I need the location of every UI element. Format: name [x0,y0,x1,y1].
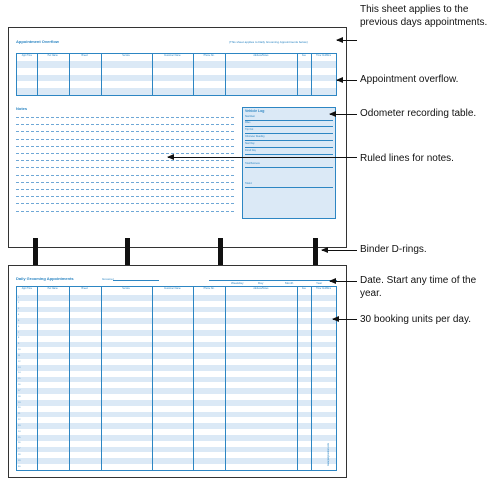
overflow-note: (This sheet applies to Daily Grooming Appointments below) [229,40,308,44]
vehicle-log-label: Miles [245,122,251,124]
column-header: Appt Time [21,288,33,290]
vehicle-log-line [245,147,333,148]
column-header: Appt Time [21,55,33,57]
date-day: Day [258,281,264,285]
annotation-units: 30 booking units per day. [360,314,472,325]
row-number: 23 [18,424,21,427]
table-row [17,88,336,95]
row-number: 5 [18,319,20,322]
ruled-line [16,167,234,168]
groomer-label: Groomer [102,277,114,281]
row-number: 21 [18,413,21,416]
column-divider [37,287,38,470]
row-number: 26 [18,442,21,445]
arrow-binder [322,250,357,251]
row-number: 8 [18,337,20,340]
ruled-line [16,117,234,118]
column-divider [225,54,226,95]
ruled-line [16,189,234,190]
column-header: Time Out/Mins [316,55,331,57]
row-number: 18 [18,395,21,398]
row-number: 7 [18,331,20,334]
vehicle-log-title: Vehicle Log [245,109,265,113]
table-row [17,81,336,88]
column-divider [297,54,298,95]
vehicle-log-line [245,140,333,141]
table-row [17,75,336,82]
column-header: Customer Name [163,55,181,57]
binder-ring-1 [33,238,38,265]
annotation-applies: This sheet applies to the previous days appointments. [360,4,488,28]
vehicle-log-line [245,133,333,134]
row-number: 1 [18,296,20,299]
table-row [17,464,336,470]
vehicle-log-label: Total Business [245,163,260,165]
binder-ring-3 [218,238,223,265]
column-header: Breed [81,55,88,57]
ruled-line [16,124,234,125]
row-number: 22 [18,419,21,422]
vehicle-log-line [245,187,333,188]
annotation-overflow: Appointment overflow. [360,74,459,85]
row-number: 30 [18,465,21,468]
row-number: 13 [18,366,21,369]
column-divider [101,54,102,95]
row-number: 12 [18,360,21,363]
overflow-title: Appointment Overflow [16,39,59,44]
row-number: 4 [18,314,20,317]
column-divider [152,54,153,95]
ruled-line [16,203,234,204]
row-number: 2 [18,302,20,305]
ruled-line [16,211,234,212]
appointment-overflow-sheet [8,27,347,248]
ruled-line [16,175,234,176]
vehicle-log-label: Finish Day [245,150,256,152]
notes-label: Notes [16,106,28,111]
vehicle-log-label: Start/dest [245,116,255,118]
column-divider [37,54,38,95]
arrow-date [330,281,357,282]
row-number: 20 [18,407,21,410]
column-divider [311,287,312,470]
column-header: Fee [301,55,306,57]
ruled-line [16,131,234,132]
overflow-table [16,53,337,96]
annotation-binder: Binder D-rings. [360,244,427,255]
column-header: Address/Notes [253,288,269,290]
row-number: 11 [18,354,21,357]
column-header: Phone No. [203,288,215,290]
arrow-ruled [168,157,357,158]
column-header: Time Out/Mins [316,288,331,290]
date-month: Month [285,281,294,285]
vehicle-log-label: Trip Out [245,129,254,131]
annotation-date: Date. Start any time of the year. [360,275,477,299]
column-header: Phone No. [203,55,215,57]
ruled-line [16,182,234,183]
column-header: Fee [301,288,306,290]
binder-ring-2 [125,238,130,265]
vehicle-log-line [245,120,333,121]
column-divider [152,287,153,470]
row-number: 29 [18,459,21,462]
arrow-units [333,319,357,320]
arrow-overflow [337,80,357,81]
ruled-line [16,139,234,140]
arrow-odometer [330,114,357,115]
column-header: Service [122,288,130,290]
column-divider [101,287,102,470]
row-number: 10 [18,349,21,352]
vehicle-log-line [245,167,333,168]
row-number: 6 [18,325,20,328]
daily-grooming-sheet [8,265,347,478]
date-weekday: Weekday [231,281,244,285]
row-number: 16 [18,384,21,387]
vehicle-log-label: Start Day [245,143,255,145]
vehicle-log-table [242,107,336,219]
row-number: 25 [18,436,21,439]
vehicle-log-line [245,126,333,127]
daily-title: Daily Grooming Appointments [16,276,74,281]
annotation-odometer: Odometer recording table. [360,108,477,119]
row-number: 17 [18,389,21,392]
ruled-line [16,153,234,154]
groomer-line [113,280,159,281]
table-row [17,61,336,68]
vehicle-log-line [245,154,333,155]
vehicle-log-label: Total A [245,183,252,185]
booking-table [16,286,337,471]
column-header: Pet Name [47,288,58,290]
row-number: 15 [18,378,21,381]
column-divider [193,287,194,470]
column-header: Address/Notes [253,55,269,57]
row-number: 14 [18,372,21,375]
row-number: 27 [18,448,21,451]
column-divider [69,287,70,470]
arrow-applies [337,40,357,41]
side-text: www.petgroomer.com [327,443,330,466]
column-divider [193,54,194,95]
row-number: 19 [18,401,21,404]
ruled-line [16,196,234,197]
date-year: Year [316,281,323,285]
column-header: Service [122,55,130,57]
column-header: Customer Name [163,288,181,290]
column-divider [311,54,312,95]
ruled-line [16,146,234,147]
row-number: 24 [18,430,21,433]
row-number: 28 [18,454,21,457]
row-number: 9 [18,343,20,346]
column-divider [297,287,298,470]
vehicle-log-label: Odometer Reading [245,136,265,138]
annotation-ruled: Ruled lines for notes. [360,153,454,164]
ruled-line [16,160,234,161]
binder-ring-4 [313,238,318,265]
column-header: Pet Name [47,55,58,57]
date-line [209,280,337,281]
row-number: 3 [18,308,20,311]
table-row [17,68,336,75]
column-divider [69,54,70,95]
column-divider [225,287,226,470]
column-header: Breed [81,288,88,290]
